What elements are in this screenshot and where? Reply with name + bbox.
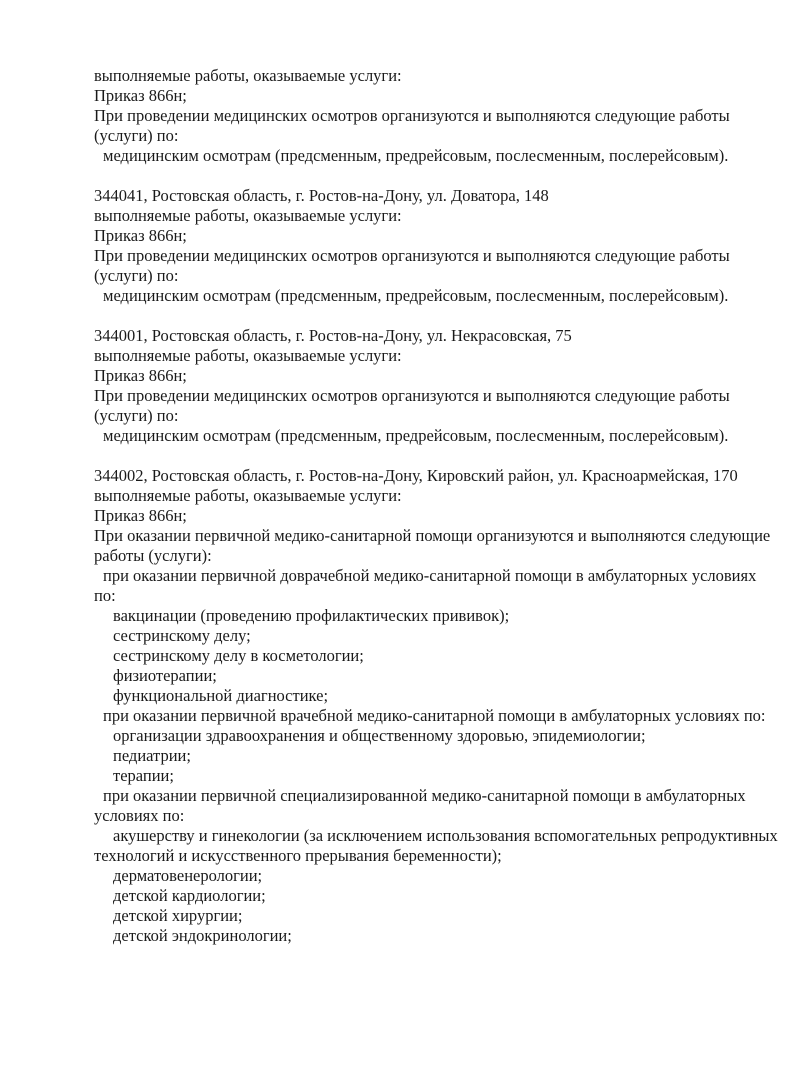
text-line: При оказании первичной медико-санитарной помощи организуются и выполняются следующие: [94, 526, 771, 545]
text-line: Приказ 866н;: [94, 366, 187, 385]
address-line: 344001, Ростовская область, г. Ростов-на-Дону, ул. Некрасовская, 75: [94, 326, 572, 345]
text-line: (услуги) по:: [94, 406, 179, 425]
text-line: детской кардиологии;: [113, 886, 266, 905]
text-line: медицинским осмотрам (предсменным, предрейсовым, послесменным, послерейсовым).: [103, 426, 729, 445]
text-line: терапии;: [113, 766, 174, 785]
address-line: 344002, Ростовская область, г. Ростов-на-Дону, Кировский район, ул. Красноармейская, 170: [94, 466, 738, 485]
text-line: При проведении медицинских осмотров организуются и выполняются следующие работы: [94, 386, 730, 405]
text-line: Приказ 866н;: [94, 226, 187, 245]
text-line: физиотерапии;: [113, 666, 217, 685]
text-line: при оказании первичной врачебной медико-санитарной помощи в амбулаторных условиях по:: [103, 706, 766, 725]
text-block: [94, 66, 772, 166]
text-line: (услуги) по:: [94, 266, 179, 285]
text-block: [94, 326, 772, 446]
text-line: детской хирургии;: [113, 906, 243, 925]
address-line: 344041, Ростовская область, г. Ростов-на-Дону, ул. Доватора, 148: [94, 186, 549, 205]
text-line: При проведении медицинских осмотров организуются и выполняются следующие работы: [94, 106, 730, 125]
text-line: работы (услуги):: [94, 546, 212, 565]
text-line: организации здравоохранения и общественному здоровью, эпидемиологии;: [113, 726, 646, 745]
text-line: Приказ 866н;: [94, 506, 187, 525]
text-line: медицинским осмотрам (предсменным, предрейсовым, послесменным, послерейсовым).: [103, 146, 729, 165]
text-line: детской эндокринологии;: [113, 926, 292, 945]
text-line: при оказании первичной доврачебной медико-санитарной помощи в амбулаторных условиях: [103, 566, 757, 585]
document-body: [94, 66, 778, 946]
text-block: [94, 186, 772, 306]
text-line: медицинским осмотрам (предсменным, предрейсовым, послесменным, послерейсовым).: [103, 286, 729, 305]
text-line: дерматовенерологии;: [113, 866, 263, 885]
text-line: выполняемые работы, оказываемые услуги:: [94, 486, 402, 505]
text-line: выполняемые работы, оказываемые услуги:: [94, 206, 402, 225]
text-block: [94, 466, 778, 946]
text-line: условиях по:: [94, 806, 185, 825]
text-line: выполняемые работы, оказываемые услуги:: [94, 346, 402, 365]
text-line: (услуги) по:: [94, 126, 179, 145]
text-line: При проведении медицинских осмотров организуются и выполняются следующие работы: [94, 246, 730, 265]
text-line: функциональной диагностике;: [113, 686, 329, 705]
text-line: акушерству и гинекологии (за исключением использования вспомогательных репродуктивных: [113, 826, 778, 845]
text-line: педиатрии;: [113, 746, 191, 765]
text-line: при оказании первичной специализированной медико-санитарной помощи в амбулаторных: [103, 786, 746, 805]
text-line: вакцинации (проведению профилактических прививок);: [113, 606, 510, 625]
text-line: выполняемые работы, оказываемые услуги:: [94, 66, 402, 85]
text-line: сестринскому делу;: [113, 626, 251, 645]
text-line: по:: [94, 586, 116, 605]
text-line: технологий и искусственного прерывания беременности);: [94, 846, 502, 865]
text-line: Приказ 866н;: [94, 86, 187, 105]
text-line: сестринскому делу в косметологии;: [113, 646, 364, 665]
